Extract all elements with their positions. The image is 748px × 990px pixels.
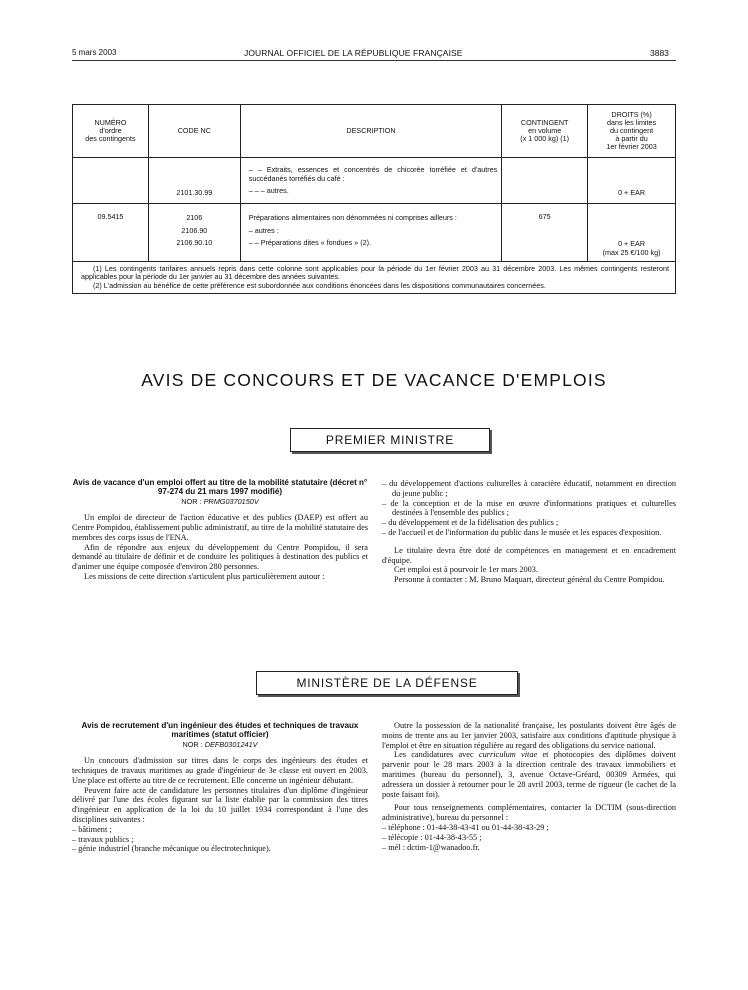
header-rule (72, 60, 676, 61)
table-notes-row (73, 262, 676, 294)
section1-left-column (72, 478, 368, 582)
table-notes (73, 262, 676, 294)
row1-code: 2101.30.99 (148, 158, 240, 204)
row1-description: – – Extraits, essences et concentrés de chicorée torréfiée et d'autres succédanés torréfiés du café : – – – autres. (240, 158, 501, 204)
list-item: – travaux publics ; (72, 834, 134, 844)
section1-paragraph: Le titulaire devra être doté de compétences en management et en encadrement d'équipe. (382, 545, 676, 565)
header-journal-title: JOURNAL OFFICIEL DE LA RÉPUBLIQUE FRANÇAISE (244, 48, 463, 58)
row2-droits: 0 + EAR (max 25 €/100 kg) (588, 204, 676, 262)
section2-article-title: Avis de recrutement d'un ingénieur des études et techniques de travaux maritimes (statut officier) (81, 721, 359, 740)
section2-paragraph: Un concours d'admission sur titres dans le corps des ingénieurs des études et techniques de travaux maritimes au grade d'ingénieur de 3e classe est ouvert en 2003. Une place est offerte au titre de ce recrutement. Elle concerne un ingénieur débutant. (72, 756, 368, 785)
list-item: – mél : dctim-1@wanadoo.fr. (382, 842, 480, 852)
col-header-contingent: CONTINGENT en volume (x 1 000 kg) (1) (502, 105, 588, 158)
main-title: AVIS DE CONCOURS ET DE VACANCE D'EMPLOIS (141, 370, 607, 390)
section1-paragraph: Un emploi de directeur de l'action éducative et des publics (DAEP) est offert au Centre Pompidou, établissement public administratif, au titre de la mobilité statutaire des membres des corps issus de l'ENA. (72, 513, 368, 542)
section2-paragraph: Outre la possession de la nationalité française, les postulants doivent être âgés de moins de trente ans au 1er janvier 2003, satisfaire aux conditions d'aptitude physique à l'emploi et être en situation régulière au regard des obligations du service national. (382, 721, 676, 750)
table-header-row (73, 105, 676, 158)
list-item: – télécopie : 01-44-38-43-55 ; (382, 832, 482, 842)
header-page-number: 3883 (650, 48, 669, 58)
list-item: – du développement d'actions culturelles à caractère éducatif, notamment en direction du jeune public ; (382, 479, 676, 498)
list-item: – génie industriel (branche mécanique ou électrotechnique). (72, 844, 271, 854)
section1-paragraph: Afin de répondre aux enjeux du développement du Centre Pompidou, il sera demandé au titulaire de définir et de conduire les politiques à destination des publics et d'animer une équipe composée d'environ 280 personnes. (72, 542, 368, 572)
section2-contact-list (382, 823, 676, 852)
list-item: – téléphone : 01-44-38-43-41 ou 01-44-38-43-29 ; (382, 822, 549, 832)
section2-right-column (382, 721, 676, 852)
section-title-premier-ministre: PREMIER MINISTRE (290, 428, 490, 452)
section2-nor: NOR : DEFB0301241V (182, 740, 258, 750)
list-item: – bâtiment ; (72, 824, 112, 834)
section1-right-column (382, 479, 676, 585)
row1-droits: 0 + EAR (588, 158, 676, 204)
section2-paragraph: Peuvent faire acte de candidature les personnes titulaires d'un diplôme d'ingénieur délivré par l'une des écoles figurant sur la liste établie par la commission des titres d'ingénieur en application de la loi du 10 juillet 1934 correspondant à l'une des disciplines suivantes : (72, 785, 368, 824)
table-row (73, 158, 676, 204)
section2-paragraph: Les candidatures avec curriculum vitae et photocopies des diplômes doivent parvenir pour le 28 mars 2003 à la direction centrale des travaux immobiliers et maritimes (bureau du personnel), 3, avenue Octave-Gréard, 00309 Armées, qui adressera un dossier à retourner pour le 28 avril 2003, terme de rigueur (le cachet de la poste faisant foi). (382, 750, 676, 799)
row2-description: Préparations alimentaires non dénommées ni comprises ailleurs : – autres : – – Préparations dites « fondues » (2). (240, 204, 501, 262)
table-row (73, 204, 676, 262)
section1-paragraph: Les missions de cette direction s'articulent plus particulièrement autour : (84, 571, 325, 581)
row1-contingent (502, 158, 588, 204)
col-header-droits: DROITS (%) dans les limites du contingent à partir du 1er février 2003 (588, 105, 676, 158)
row2-contingent: 675 (502, 204, 588, 262)
section1-paragraph: Cet emploi est à pourvoir le 1er mars 2003. (394, 565, 539, 575)
section-title-ministere-defense: MINISTÈRE DE LA DÉFENSE (256, 671, 518, 695)
section1-contact: Personne à contacter : M. Bruno Maquart, directeur général du Centre Pompidou. (394, 575, 665, 585)
section2-disciplines-list (72, 825, 368, 854)
section2-paragraph: Pour tous renseignements complémentaires, contacter la DCTIM (sous-direction administrative), bureau du personnel : (382, 803, 676, 823)
col-header-description: DESCRIPTION (240, 105, 501, 158)
col-header-code: CODE NC (148, 105, 240, 158)
section1-nor: NOR : PRMG0370150V (181, 497, 259, 507)
section1-missions-list (382, 479, 676, 538)
list-item: – du développement et de la fidélisation des publics ; (382, 518, 559, 528)
row1-num (73, 158, 149, 204)
section1-article-title: Avis de vacance d'un emploi offert au titre de la mobilité statutaire (décret n° 97-274 du 21 mars 1997 modifié) (72, 478, 368, 497)
section2-left-column (72, 721, 368, 854)
table-note-2: (2) L'admission au bénéfice de cette préférence est subordonnée aux conditions énoncées dans les dispositions communautaires concernées. (93, 280, 546, 290)
table-note-1: (1) Les contingents tarifaires annuels repris dans cette colonne sont applicables pour la période du 1er février 2003 au 31 décembre 2003. Les mêmes contingents resteront applicables pour la période du 1er janvier au 31 décembre des années suivantes. (81, 264, 669, 282)
tariff-quota-table (72, 104, 676, 294)
list-item: – de l'accueil et de l'information du public dans le musée et les espaces d'exposition. (382, 527, 662, 537)
col-header-num: NUMÉRO d'ordre des contingents (73, 105, 149, 158)
list-item: – de la conception et de la mise en œuvre d'informations pratiques et culturelles destinées à l'ensemble des publics ; (382, 498, 676, 518)
row2-code: 2106 2106.90 2106.90.10 (148, 204, 240, 262)
row2-num: 09.5415 (73, 204, 149, 262)
header-date: 5 mars 2003 (72, 48, 117, 57)
